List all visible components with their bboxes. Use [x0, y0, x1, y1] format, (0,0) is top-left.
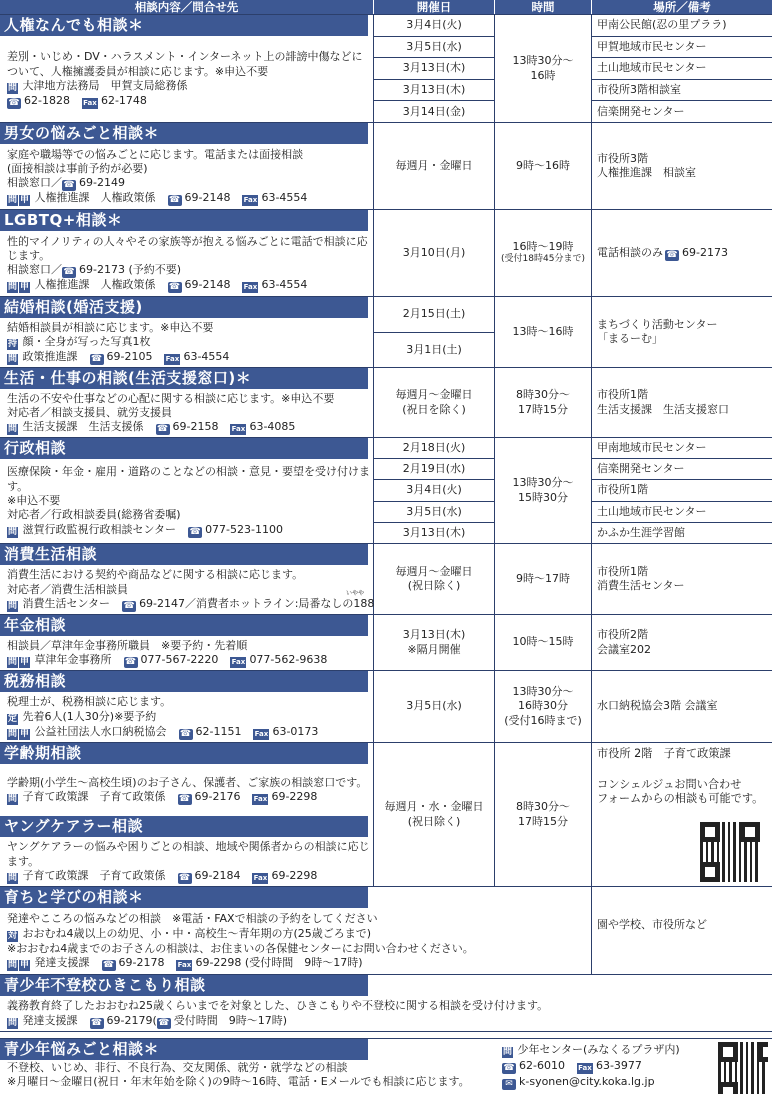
toi-badge: 問 [7, 959, 17, 970]
row-description: 家庭や職場等での悩みごとに応じます。電話または面接相談 [7, 147, 304, 161]
fax-icon: Fax [243, 283, 258, 292]
contact: 少年センター(みなくるプラザ内) [517, 1043, 680, 1056]
row-title: 税務相談 [0, 671, 368, 692]
toi-badge: 問 [7, 600, 17, 611]
row-title: 人権なんでも相談＊ [0, 15, 368, 36]
toi-badge: 問 [7, 282, 17, 293]
tel-number: 69-2148 [184, 278, 231, 292]
phone-icon: ☎ [124, 657, 137, 668]
place-cell: 甲賀地域市民センター [592, 36, 772, 58]
row-title: 行政相談 [0, 438, 368, 459]
place-cell: まちづくり活動センター [597, 317, 718, 331]
date-cell: 毎週月・水・金曜日 [384, 800, 484, 814]
tel-number: 69-2173 [682, 245, 728, 259]
phone-icon: ☎ [90, 1017, 103, 1028]
date-cell: 2月19日(水) [374, 458, 494, 479]
row-description: 不登校、いじめ、非行、不良行為、交友関係、就労・就学などの相談 [7, 1061, 348, 1074]
madoguchi-label: 相談窓口／ [7, 263, 62, 277]
phone-icon: ☎ [179, 728, 192, 739]
place-cell: 信楽開発センター [592, 458, 772, 479]
contact: 消費生活センター [22, 596, 111, 610]
fax-icon: Fax [231, 658, 246, 667]
row-title: 青少年不登校ひきこもり相談 [0, 975, 368, 996]
time-cell: 16時30分 [518, 699, 568, 713]
row-note: ※申込不要 [7, 494, 61, 507]
fax-number: 63-3977 [595, 1059, 642, 1072]
responder: 対応者／相談支援員、就労支援員 [7, 406, 172, 419]
tel-note: 受付時間 9時～17時) [173, 1013, 288, 1027]
time-cell: 10時～15時 [512, 635, 574, 649]
contact: 政策推進課 [22, 350, 78, 364]
row-title: 青少年悩みごと相談＊ [0, 1039, 368, 1060]
date-cell: 3月5日(水) [406, 699, 462, 713]
fax-number: 63-4554 [261, 278, 308, 292]
row-description: ヤングケアラーの悩みや困りごとの相談、地域や関係者からの相談に応じます。 [7, 840, 370, 868]
time-cell: 17時15分 [518, 402, 568, 416]
consultation-table [0, 14, 772, 1032]
row-description: 医療保険・年金・雇用・道路のことなどの相談・意見・要望を受け付けます。 [7, 465, 370, 493]
place-cell: 甲南地域市民センター [597, 440, 707, 454]
place-cell: 市役所3階 [597, 151, 648, 165]
row-seikatsu [0, 367, 772, 437]
tel-number: 077-567-2220 [140, 653, 219, 667]
phone-icon: ☎ [178, 872, 191, 883]
fax-number: 69-2298 (受付時間 9時～17時) [195, 955, 363, 969]
row-description: 税理士が、税務相談に応じます。 [7, 695, 172, 709]
tel-number: 62-1151 [195, 724, 242, 738]
row-title: 生活・仕事の相談(生活支援窓口)＊ [0, 368, 368, 389]
tel-number: 69-2184 [194, 868, 241, 882]
row-nenkin [0, 614, 772, 670]
tel-number: 69-2179 [106, 1013, 153, 1027]
place-cell: 市役所1階 [597, 388, 648, 402]
qr-code[interactable] [700, 822, 760, 882]
contact: 草津年金事務所 [34, 653, 112, 667]
toi-badge: 問 [7, 526, 17, 537]
place-cell: 市役所1階 [597, 564, 648, 578]
tel-number: 69-2148 [184, 191, 231, 205]
mou-badge: 申 [19, 959, 29, 970]
fax-icon: Fax [165, 355, 180, 364]
tai-badge: 対 [7, 930, 17, 941]
row-title: 育ちと学びの相談＊ [0, 887, 368, 908]
place-cell: 市役所 2階 子育て政策課 [597, 747, 731, 760]
contact: 子育て政策課 子育て政策係 [22, 790, 166, 804]
row-description: 発達やこころの悩みなどの相談 ※電話・FAXで相談の予約をしてください [7, 912, 378, 926]
row-description: 相談員／草津年金事務所職員 ※要予約・先着順 [7, 638, 248, 652]
tel-number: 69-2173 (予約不要) [79, 263, 182, 277]
row-title: 学齢期相談 [0, 743, 368, 764]
row-futoko [0, 974, 772, 1031]
time-cell: 8時30分～ [516, 800, 570, 814]
row-title: 男女の悩みごと相談＊ [0, 123, 368, 144]
contact: 滋賀行政監視行政相談センター [22, 522, 177, 536]
date-cell: 毎週月・金曜日 [395, 158, 473, 172]
date-cell: 3月10日(月) [402, 245, 466, 259]
madoguchi-label: 相談窓口／ [7, 176, 62, 190]
phone-icon: ☎ [189, 526, 201, 537]
tel-number: 69-2176 [194, 790, 241, 804]
phone-icon: ☎ [123, 600, 135, 611]
phone-icon: ☎ [503, 1063, 515, 1073]
row-title: ヤングケアラー相談 [0, 816, 368, 837]
target: おおむね4歳以上の幼児、小・中・高校生～青年期の方(25歳ごろまで) [22, 926, 372, 940]
phone-icon: ☎ [168, 195, 181, 206]
date-cell: 2月18日(火) [402, 440, 466, 454]
date-cell: 3月14日(金) [374, 100, 494, 122]
row-title: LGBTQ+相談＊ [0, 210, 368, 231]
place-cell: コンシェルジュお問い合わせ [597, 777, 742, 791]
row-sodachi [0, 886, 772, 974]
header-date: 開催日 [374, 0, 495, 14]
email-link[interactable]: k-syonen@city.koka.lg.jp [519, 1075, 655, 1088]
header-time: 時間 [495, 0, 592, 14]
date-cell: 3月13日(木) [374, 57, 494, 79]
qr-code[interactable] [718, 1042, 768, 1094]
time-cell: 13時30分～ [512, 685, 574, 699]
row-description: 学齢期(小学生～高校生頃)のお子さん、保護者、ご家族の相談窓口です。 [7, 775, 368, 789]
row-title: 消費生活相談 [0, 544, 368, 565]
fax-icon: Fax [578, 1064, 592, 1072]
row-kekkon [0, 296, 772, 367]
phone-icon: ☎ [156, 424, 169, 435]
toi-badge: 問 [7, 1017, 17, 1028]
capacity: 先着6人(1人30分)※要予約 [22, 709, 157, 723]
row-gyosei [0, 437, 772, 543]
row-title: 年金相談 [0, 615, 368, 636]
fax-icon: Fax [253, 795, 268, 804]
date-cell: 3月1日(土) [374, 332, 494, 368]
phone-icon: ☎ [90, 354, 103, 365]
phone-icon: ☎ [63, 180, 75, 191]
responder: 対応者／消費生活相談員 [7, 582, 128, 596]
fax-icon: Fax [254, 729, 269, 738]
mou-badge: 申 [19, 195, 29, 206]
responder: 対応者／行政相談委員(総務省委嘱) [7, 508, 181, 522]
row-title: 結婚相談(婚活支援) [0, 297, 368, 318]
place-cell: フォームからの相談も可能です。 [597, 792, 764, 806]
contact: 公益社団法人水口納税協会 [34, 724, 167, 738]
row-description: 結婚相談員が相談に応じます。※申込不要 [7, 320, 214, 334]
row-description: 性的マイノリティの人々やその家族等が抱える悩みごとに電話で相談に応じます。 [7, 234, 368, 262]
fax-number: 63-0173 [272, 724, 319, 738]
toi-badge: 問 [7, 794, 17, 805]
row-description: 生活の不安や仕事などの心配に関する相談に応じます。※申込不要 [7, 391, 335, 405]
date-cell: 3月5日(水) [374, 501, 494, 522]
time-cell: 17時15分 [518, 814, 568, 828]
contact: 子育て政策課 子育て政策係 [22, 868, 166, 882]
place-cell: 土山地域市民センター [592, 501, 772, 522]
fax-number: 69-2298 [271, 790, 318, 804]
tel-number: 62-6010 [519, 1059, 565, 1072]
tel-number: 077-523-1100 [205, 522, 283, 536]
contact: 人権推進課 人権政策係 [34, 191, 156, 205]
date-note: (祝日除く) [407, 814, 461, 828]
phone-icon: ☎ [168, 282, 181, 293]
table-header [0, 0, 772, 14]
mou-badge: 申 [19, 657, 29, 668]
place-cell: かふか生涯学習館 [592, 522, 772, 543]
time-note: (受付16時まで) [504, 713, 582, 727]
contact: 発達支援課 [22, 1013, 78, 1027]
toi-badge: 問 [7, 195, 17, 206]
row-shohi [0, 543, 772, 614]
contact: 大津地方法務局 甲賀支局総務係 [22, 78, 188, 92]
place-cell: 市役所1階 [592, 479, 772, 500]
row-jinken [0, 15, 772, 122]
date-cell: 3月13日(木) [374, 522, 494, 543]
ruby-text: いやや [345, 589, 364, 597]
fax-icon: Fax [243, 196, 258, 205]
place-cell: 甲南公民館(忍の里プララ) [597, 18, 727, 32]
place-cell: 園や学校、市役所など [597, 918, 707, 932]
toi-badge: 問 [7, 872, 17, 883]
time-note: (受付18時45分まで) [501, 254, 585, 265]
toi-badge: 問 [7, 424, 17, 435]
row-description-note: (面接相談は事前予約が必要) [7, 162, 148, 175]
fax-number: 62-1748 [100, 93, 147, 107]
tel-number: 69-2178 [118, 955, 165, 969]
row-gakurei-young [0, 742, 772, 886]
time-cell: 16時～19時 [512, 240, 574, 253]
teki-badge: 定 [7, 713, 17, 724]
fax-number: 69-2298 [271, 868, 318, 882]
time-cell: 9時～17時 [516, 571, 570, 585]
open-paren: ( [152, 1013, 157, 1027]
tel-number: 69-2105 [106, 350, 153, 364]
mou-badge: 申 [19, 728, 29, 739]
date-cell: 3月13日(木) [374, 79, 494, 101]
place-cell: 市役所2階 [597, 628, 648, 642]
tel-number: 69-2158 [172, 420, 219, 434]
row-description: 差別・いじめ・DV・ハラスメント・インターネット上の誹謗中傷などについて、人権擁護委員が相談に応じます。※申込不要 [7, 50, 363, 78]
mail-icon: ✉ [502, 1079, 516, 1090]
place-cell: 生活支援課 生活支援窓口 [597, 402, 729, 416]
row-note: ※月曜日～金曜日(祝日・年末年始を除く)の9時～16時、電話・Eメールでも相談に応じます。 [7, 1075, 470, 1089]
contact: 生活支援課 生活支援係 [22, 420, 144, 434]
place-cell: 会議室202 [597, 642, 651, 656]
bring-items: 顔・全身が写った写真1枚 [22, 335, 151, 349]
mochi-badge: 持 [7, 339, 17, 350]
tel-number: 69-2147／消費者ホットライン:局番なしの188 [139, 596, 375, 610]
place-cell: 土山地域市民センター [592, 57, 772, 79]
date-cell: 2月15日(土) [402, 307, 466, 321]
tel-number: 69-2149 [79, 176, 125, 190]
mou-badge: 申 [19, 282, 29, 293]
contact: 人権推進課 人権政策係 [34, 278, 156, 292]
fax-number: 077-562-9638 [249, 653, 328, 667]
toi-badge: 問 [7, 82, 17, 93]
fax-icon: Fax [177, 960, 192, 969]
place-cell: 消費生活センター [597, 579, 685, 592]
row-nayami [0, 1038, 772, 1098]
date-note: (祝日を除く) [402, 402, 466, 416]
toi-badge: 問 [7, 657, 17, 668]
fax-number: 63-4554 [183, 350, 230, 364]
header-category: 相談内容／問合せ先 [0, 0, 374, 14]
row-lgbtq [0, 209, 772, 296]
contact: 発達支援課 [34, 955, 90, 969]
phone-icon: ☎ [158, 1017, 170, 1028]
phone-icon: ☎ [178, 794, 191, 805]
tel-number: 62-1828 [24, 93, 70, 107]
row-description: 義務教育終了したおおむね25歳くらいまでを対象とした、ひきこもりや不登校に関する相談を受け付けます。 [7, 999, 549, 1013]
row-zeimu [0, 670, 772, 742]
fax-icon: Fax [253, 873, 268, 882]
date-note: ※隔月開催 [407, 642, 461, 656]
fax-icon: Fax [83, 98, 97, 107]
date-note: (祝日除く) [407, 579, 461, 592]
phone-icon: ☎ [8, 97, 20, 108]
place-cell: 水口納税協会3階 会議室 [597, 699, 718, 713]
time-cell: 8時30分～ [516, 388, 570, 402]
fax-number: 63-4554 [261, 191, 308, 205]
place-cell: 信楽開発センター [592, 100, 772, 122]
date-cell: 毎週月～金曜日 [395, 388, 473, 402]
time-cell: 13時30分～16時 [512, 54, 574, 82]
phone-icon: ☎ [666, 249, 678, 260]
row-description: 消費生活における契約や商品などに関する相談に応じます。 [7, 568, 304, 582]
place-cell: 「まるーむ」 [597, 332, 663, 345]
row-note: ※おおむね4歳までのお子さんの相談は、お住まいの各保健センターにお問い合わせください。 [7, 941, 474, 955]
phone-icon: ☎ [63, 267, 75, 278]
place-cell: 市役所3階相談室 [592, 79, 772, 101]
place-cell: 電話相談のみ [597, 245, 663, 259]
phone-icon: ☎ [102, 959, 115, 970]
time-cell: 9時～16時 [516, 158, 570, 172]
toi-badge: 問 [7, 354, 17, 365]
date-cell: 3月13日(木) [402, 628, 466, 642]
place-cell: 人権推進課 相談室 [597, 166, 696, 179]
date-cell: 毎週月～金曜日 [395, 564, 473, 578]
fax-number: 63-4085 [249, 420, 296, 434]
date-cell: 3月5日(水) [374, 36, 494, 58]
toi-badge: 問 [7, 728, 17, 739]
date-cell: 3月4日(火) [406, 18, 462, 32]
fax-icon: Fax [231, 425, 246, 434]
row-danjo [0, 122, 772, 209]
time-cell: 13時30分～15時30分 [512, 476, 574, 504]
time-cell: 13時～16時 [512, 324, 574, 338]
toi-badge: 問 [502, 1047, 512, 1057]
header-place: 場所／備考 [653, 0, 711, 14]
date-cell: 3月4日(火) [374, 479, 494, 500]
